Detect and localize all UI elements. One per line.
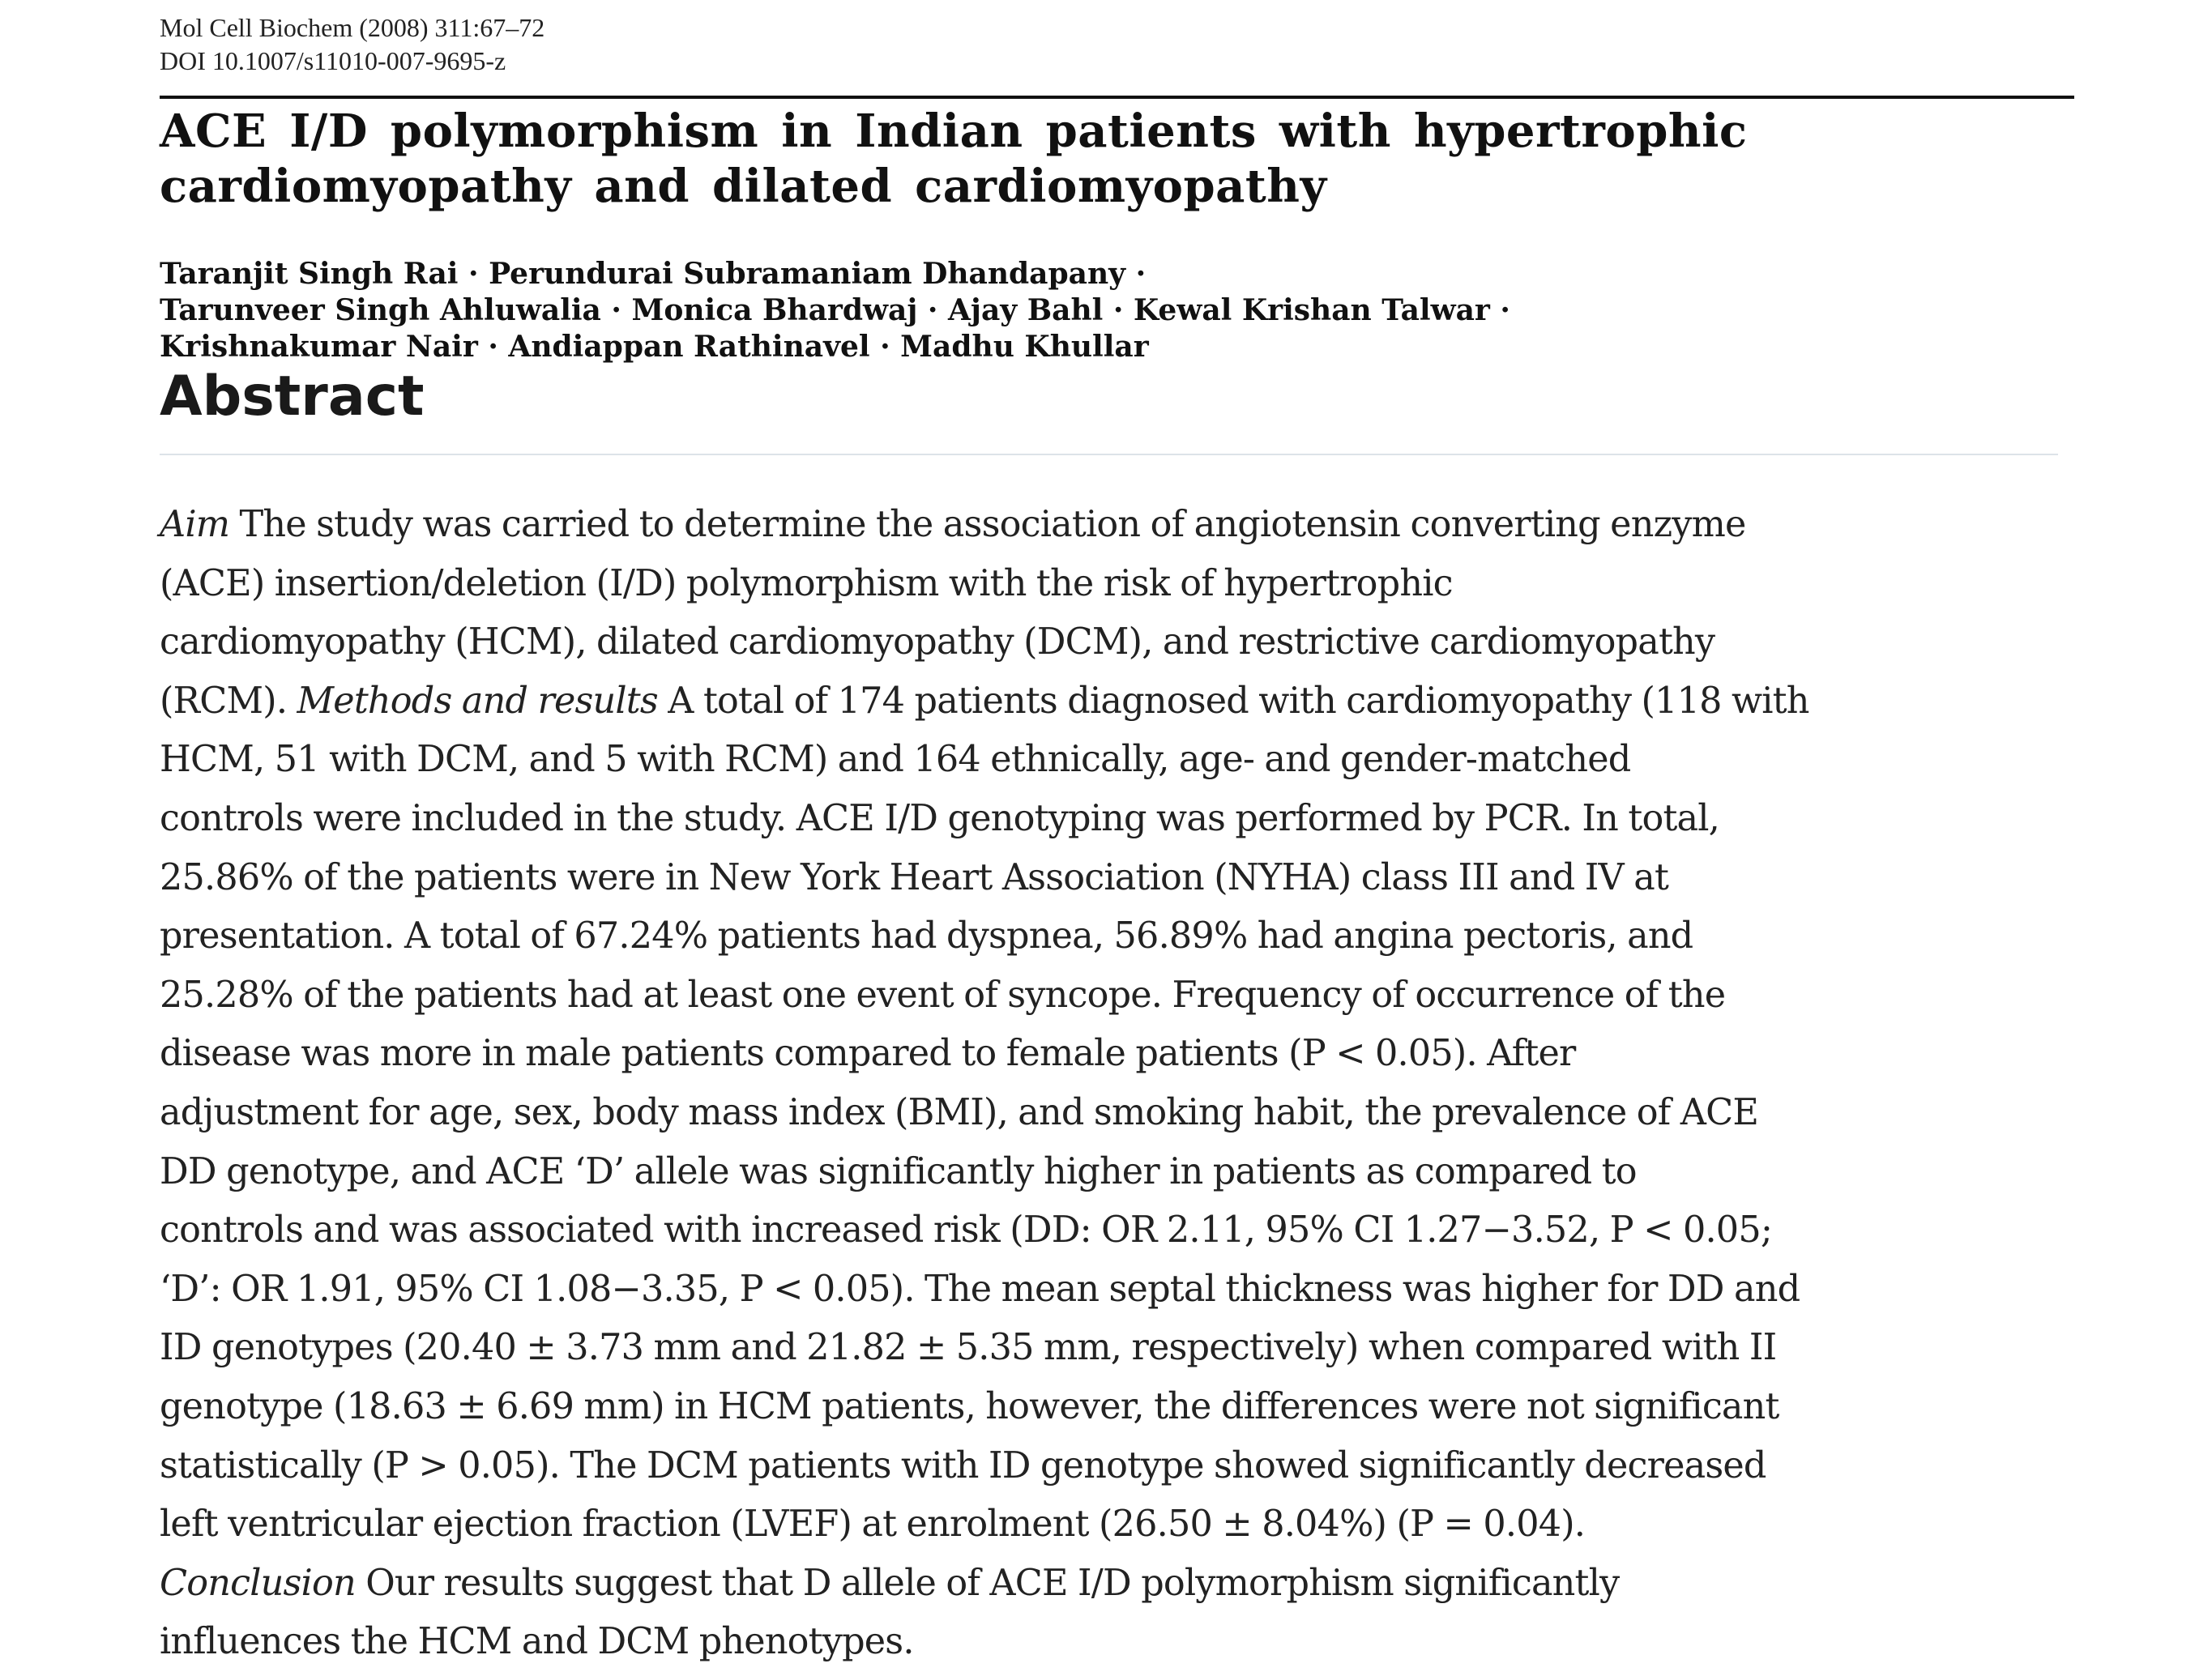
abstract-line xyxy=(160,496,2064,555)
author-line: Krishnakumar Nair · Andiappan Rathinavel · Madhu Khullar xyxy=(160,330,1149,364)
journal-meta xyxy=(160,11,544,78)
section-label-conclusion: Conclusion xyxy=(160,1562,356,1604)
author-line: Taranjit Singh Rai · Perundurai Subramaniam Dhandapany · xyxy=(160,257,1147,291)
abstract-line xyxy=(160,672,2064,732)
abstract-line: controls were included in the study. ACE I/D genotyping was performed by PCR. In total, xyxy=(160,797,1720,839)
abstract-line: disease was more in male patients compared to female patients (P < 0.05). After xyxy=(160,1033,1576,1075)
author-line: Tarunveer Singh Ahluwalia · Monica Bhardwaj · Ajay Bahl · Kewal Krishan Talwar · xyxy=(160,293,1510,327)
abstract-line: 25.86% of the patients were in New York Heart Association (NYHA) class III and IV at xyxy=(160,856,1669,898)
abstract-line: 25.28% of the patients had at least one event of syncope. Frequency of occurrence of the xyxy=(160,974,1726,1016)
journal-citation: Mol Cell Biochem (2008) 311:67–72 xyxy=(160,13,545,42)
abstract-line: adjustment for age, sex, body mass index (BMI), and smoking habit, the prevalence of ACE xyxy=(160,1091,1759,1133)
abstract-line: ‘D’: OR 1.91, 95% CI 1.08−3.35, P < 0.05). The mean septal thickness was higher for DD and xyxy=(160,1268,1800,1310)
abstract-text: Our results suggest that D allele of ACE I/D polymorphism significantly xyxy=(355,1562,1620,1604)
abstract-line: ID genotypes (20.40 ± 3.73 mm and 21.82 ± 5.35 mm, respectively) when compared with II xyxy=(160,1327,1777,1369)
doi: DOI 10.1007/s11010-007-9695-z xyxy=(160,46,506,75)
article-title xyxy=(160,104,2023,214)
abstract-line xyxy=(160,1555,2064,1614)
abstract-line: left ventricular ejection fraction (LVEF) at enrolment (26.50 ± 8.04%) (P = 0.04). xyxy=(160,1504,1586,1546)
abstract-body xyxy=(160,496,2064,1672)
section-label-aim: Aim xyxy=(160,504,230,545)
abstract-line: influences the HCM and DCM phenotypes. xyxy=(160,1621,914,1663)
abstract-line: presentation. A total of 67.24% patients had dyspnea, 56.89% had angina pectoris, and xyxy=(160,915,1693,958)
section-label-methods: Methods and results xyxy=(297,680,658,722)
author-list xyxy=(160,256,1510,365)
title-line: ACE I/D polymorphism in Indian patients with hypertrophic xyxy=(160,104,1748,158)
abstract-line: cardiomyopathy (HCM), dilated cardiomyopathy (DCM), and restrictive cardiomyopathy xyxy=(160,621,1715,663)
abstract-text: (RCM). xyxy=(160,680,297,722)
abstract-line: DD genotype, and ACE ‘D’ allele was significantly higher in patients as compared to xyxy=(160,1150,1637,1192)
heading-divider xyxy=(160,454,2058,455)
abstract-text: A total of 174 patients diagnosed with cardiomyopathy (118 with xyxy=(657,680,1809,722)
abstract-line: genotype (18.63 ± 6.69 mm) in HCM patients, however, the differences were not significant xyxy=(160,1385,1779,1427)
abstract-line: (ACE) insertion/deletion (I/D) polymorphism with the risk of hypertrophic xyxy=(160,562,1453,604)
abstract-line: statistically (P > 0.05). The DCM patients with ID genotype showed significantly decreased xyxy=(160,1444,1766,1486)
abstract-line: HCM, 51 with DCM, and 5 with RCM) and 164 ethnically, age- and gender-matched xyxy=(160,739,1631,781)
header-rule xyxy=(160,96,2074,99)
abstract-heading: Abstract xyxy=(160,365,425,429)
title-line: cardiomyopathy and dilated cardiomyopathy xyxy=(160,160,1327,213)
abstract-text: The study was carried to determine the association of angiotensin converting enzyme xyxy=(229,504,1746,545)
abstract-line: controls and was associated with increased risk (DD: OR 2.11, 95% CI 1.27−3.52, P < 0.05; xyxy=(160,1209,1773,1252)
